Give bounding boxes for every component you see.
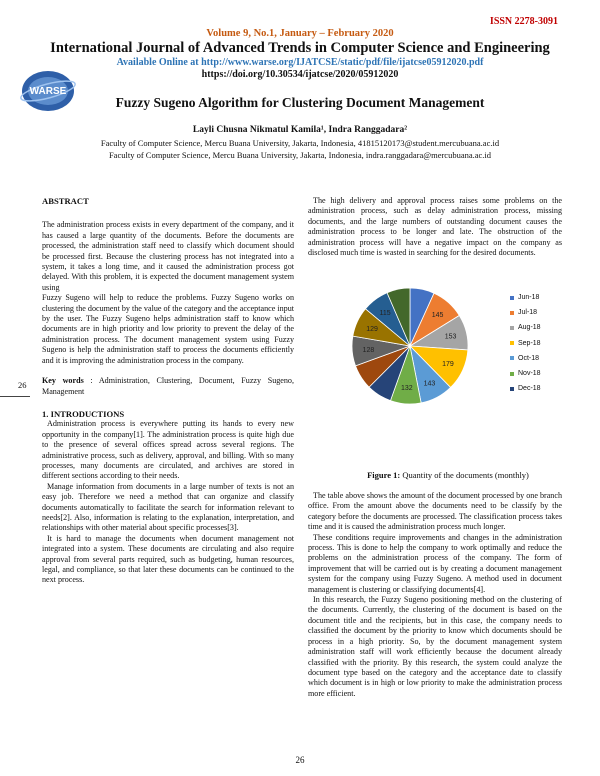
pie-data-label: 145	[431, 312, 444, 320]
intro-heading: 1. INTRODUCTIONS	[42, 408, 125, 419]
pie-data-label: 179	[442, 360, 454, 368]
page-number: 26	[295, 755, 305, 765]
legend-label: Jul-18	[518, 309, 538, 317]
journal-name: International Journal of Advanced Trends in Computer Science and Engineering	[50, 40, 550, 56]
paper-title: Fuzzy Sugeno Algorithm for Clustering Document Management	[115, 95, 485, 110]
pie-data-label: 115	[379, 310, 391, 318]
volume-line: Volume 9, No.1, January – February 2020	[206, 28, 394, 39]
intro-p3: It is hard to manage the documents when document management not integrated into a system. These documents are circulating and also require approval from several parts required, such as budgeting, human resources, legal, and compliance, so that later these documents can be continued to the next process.	[42, 533, 294, 585]
logo-text: WARSE	[29, 86, 67, 97]
right-column-top	[308, 196, 562, 258]
figure-caption-text: Quantity of the documents (monthly)	[400, 470, 529, 480]
legend-swatch	[510, 326, 514, 330]
figure-label: Figure 1:	[367, 470, 401, 480]
legend-label: Dec-18	[518, 385, 541, 393]
legend-swatch	[510, 311, 514, 315]
figure-caption	[313, 470, 583, 480]
keywords-text: : Administration, Clustering, Document, Fuzzy Sugeno, Management	[42, 376, 294, 396]
affiliation-1: Faculty of Computer Science, Mercu Buana University, Jakarta, Indonesia, 41815120173@student.mercubuana.ac.id	[100, 138, 500, 148]
intro-p2: Manage information from documents in a large number of texts is not an easy job. Therefore we need a method that can organize and classify documents automatically to facilitate the search for information relevant to needs[2]. Also, information is relating to the explanation, interpretation, and relationships with other material about specific processes[3].	[42, 481, 294, 533]
legend-label: Jun-18	[518, 294, 540, 302]
available-online-link[interactable]: Available Online at http://www.warse.org/IJATCSE/static/pdf/file/ijatcse05912020.pdf	[116, 57, 484, 68]
legend-swatch	[510, 372, 514, 376]
pie-chart	[350, 286, 470, 406]
legend-swatch	[510, 296, 514, 300]
pie-data-label: 128	[362, 347, 375, 355]
right-column-bottom	[308, 491, 562, 699]
abstract-p1: The administration process exists in every department of the company, and it has caused a large quantity of the documents. Before the documents are processed, the administration staff need to classify which document should be processed first. Because the clustering process has not integrated into a system, it takes a long time, and it caused the administration process got delayed. With this problem, it is expected the document management system using	[42, 220, 294, 292]
pie-data-label: 153	[444, 333, 457, 341]
authors: Layli Chusna Nikmatul Kamila¹, Indra Ranggadara²	[192, 125, 408, 135]
keywords-label: Key words	[42, 376, 84, 386]
legend-item	[510, 336, 541, 351]
legend-swatch	[510, 356, 514, 360]
legend-swatch	[510, 387, 514, 391]
pie-data-label: 129	[366, 325, 378, 333]
left-column	[42, 196, 294, 586]
abstract-p2: Fuzzy Sugeno will help to reduce the problems. Fuzzy Sugeno works on clustering the document by the value of the category and the acceptance input by the user. The Fuzzy Sugeno helps administration staff to know which documents are in high priority and low priority to prevent the delay of the administration process. The document management system using Fuzzy Sugeno is help the administration staff to process the documents efficiently and it is improving the administration process in the company.	[42, 293, 294, 365]
legend-item	[510, 351, 541, 366]
right-p2: The table above shows the amount of the document processed by one branch office. From the amount above the documents need to be classify by the category before the documents are processed. The classification process takes time and it is caused the administration process much longer.	[308, 491, 562, 532]
legend-swatch	[510, 341, 514, 345]
right-p4: In this research, the Fuzzy Sugeno positioning method on the clustering of the documents. Currently, the clustering of the document is based on the document title and the recipients, but in this case, the company needs to classified the document by the priority to know which documents should be process in a high priority. So, by the document management system administration staff will work efficiently because the document already classified with the priority. By this research, the system could analyze the document type based on the category and the acceptance date to classify which document is in high or low priority to make the administration process more efficient.	[308, 595, 562, 698]
legend-item	[510, 381, 541, 396]
abstract-heading: ABSTRACT	[42, 196, 89, 206]
right-p3: These conditions require improvements and changes in the administration process. This is done to help the company to work optimally and reduce the problems on the administration process of the company. The form of improvement that will be carried out is by creating a document management system for the company using Fuzzy Sugeno. A method used in document management is clustering or classifying documents[4].	[308, 532, 562, 594]
legend-item	[510, 290, 541, 305]
side-page-number: 26	[18, 380, 27, 390]
keywords	[42, 376, 294, 397]
affiliation-2: Faculty of Computer Science, Mercu Buana University, Jakarta, Indonesia, indra.ranggadara@mercubuana.ac.id	[108, 150, 492, 160]
pie-data-label: 143	[423, 380, 436, 388]
chart-legend	[510, 290, 541, 396]
side-divider	[0, 396, 30, 397]
legend-item	[510, 320, 541, 335]
legend-label: Oct-18	[518, 354, 540, 362]
legend-label: Sep-18	[518, 339, 541, 347]
issn: ISSN 2278-3091	[489, 16, 558, 27]
pie-data-label: 132	[401, 385, 413, 393]
legend-label: Nov-18	[518, 370, 541, 378]
right-p1: The high delivery and approval process raises some problems on the administration process, such as delay administration process, missing documents, and the large numbers of outstanding document causes the administration process to be longer and late. The obstruction of the administration process will have a negative impact on the company as disclosed much time is wasted in searching for the desired documents.	[308, 196, 562, 258]
intro-p1: Administration process is everywhere putting its hands to every new opportunity in the company[1]. The administration process is quite high due to the presence of several offices spread across several regions. The administrative process, such as delivery, approval, and billing. With so many processes, many documents are circulated, and archives are stored in different sections according to their needs.	[42, 419, 294, 481]
legend-label: Aug-18	[518, 324, 541, 332]
legend-item	[510, 305, 541, 320]
legend-item	[510, 366, 541, 381]
doi-link[interactable]: https://doi.org/10.30534/ijatcse/2020/05912020	[201, 69, 399, 80]
